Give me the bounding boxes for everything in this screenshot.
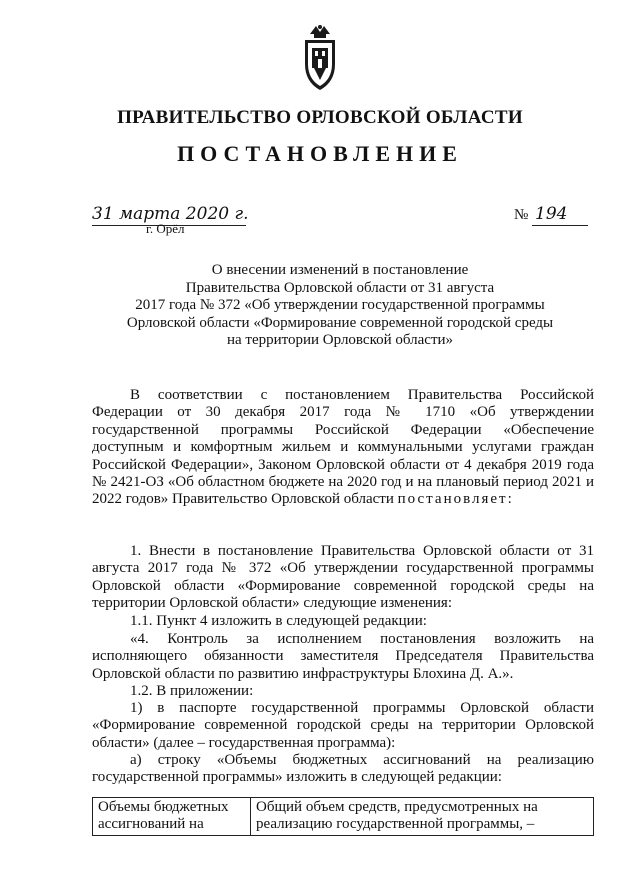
preamble-paragraph bbox=[92, 387, 594, 509]
item-1-2-1-text: 1) в паспорте государственной программы Орловской области «Формирование современной городской среды на территории Орловской области» (далее – государственная программа): bbox=[92, 700, 594, 751]
item-1-1-paragraph bbox=[92, 613, 594, 630]
item-1-1-content-text: «4. Контроль за исполнением постановления возложить на исполняющего обязанности заместителя Председателя Правительства Орловской области по развитию инфраструктуры Блохина Д. А.». bbox=[92, 631, 594, 682]
subject-line: 2017 года № 372 «Об утверждении государственной программы bbox=[135, 297, 545, 314]
item-1-2-text: 1.2. В приложении: bbox=[130, 683, 254, 699]
item-1-2-1-paragraph bbox=[92, 700, 594, 752]
cell-line: ассигнований на bbox=[98, 816, 204, 833]
subject-line: на территории Орловской области» bbox=[226, 332, 454, 349]
subject-line: О внесении изменений в постановление bbox=[211, 262, 469, 278]
item-1-2-paragraph bbox=[92, 683, 594, 700]
number-label: № bbox=[514, 207, 529, 223]
decides-word: постановляет: bbox=[397, 491, 514, 508]
table-row bbox=[93, 798, 594, 836]
table-cell-value bbox=[251, 798, 594, 836]
item-1-2-1a-text: а) строку «Объемы бюджетных ассигнований на реализацию государственной программы» изложить в следующей редакции: bbox=[92, 752, 594, 786]
cell-line: реализацию государственной программы, – bbox=[256, 816, 535, 833]
city-label: г. Орёл bbox=[146, 221, 185, 236]
item-1-1-text: 1.1. Пункт 4 изложить в следующей редакции: bbox=[130, 613, 427, 629]
coat-of-arms-icon bbox=[296, 24, 344, 92]
subject-line: Орловской области «Формирование современной городской среды bbox=[126, 314, 554, 331]
item-1-1-content bbox=[92, 631, 594, 683]
document-type: ПОСТАНОВЛЕНИЕ bbox=[177, 141, 463, 166]
preamble-text: В соответствии с постановлением Правительства Российской Федерации от 30 декабря 2017 года № 1710 «Об утверждении государственной программы Российской Федерации «Обеспечение доступным и комфортным жильем и коммунальными услугами граждан Российской Федерации», Законом Орловской области от 4 декабря 2019 года № 2421-ОЗ «Об областном бюджете на 2020 год и на плановый период 2021 и 2022 годов» Правительство Орловской области bbox=[92, 387, 594, 508]
item-1-paragraph bbox=[92, 543, 594, 613]
number-underline bbox=[532, 225, 588, 226]
subject-line: Правительства Орловской области от 31 августа bbox=[185, 279, 495, 296]
item-1-text: 1. Внести в постановление Правительства Орловской области от 31 августа 2017 года № 372 «Об утверждении государственной программы Орловской области «Формирование современной городской среды на территории Орловской области» следующие изменения: bbox=[92, 543, 594, 612]
cell-line: Общий объем средств, предусмотренных на bbox=[256, 799, 538, 815]
decree-number: 194 bbox=[535, 204, 568, 224]
cell-line: Объемы бюджетных bbox=[98, 799, 229, 815]
table-cell-label bbox=[93, 798, 251, 836]
government-title: ПРАВИТЕЛЬСТВО ОРЛОВСКОЙ ОБЛАСТИ bbox=[117, 107, 523, 128]
item-1-2-1a-paragraph bbox=[92, 752, 594, 787]
budget-table bbox=[92, 797, 594, 836]
decree-date: 31 марта 2020 г. bbox=[92, 204, 249, 224]
decree-subject bbox=[100, 262, 580, 350]
